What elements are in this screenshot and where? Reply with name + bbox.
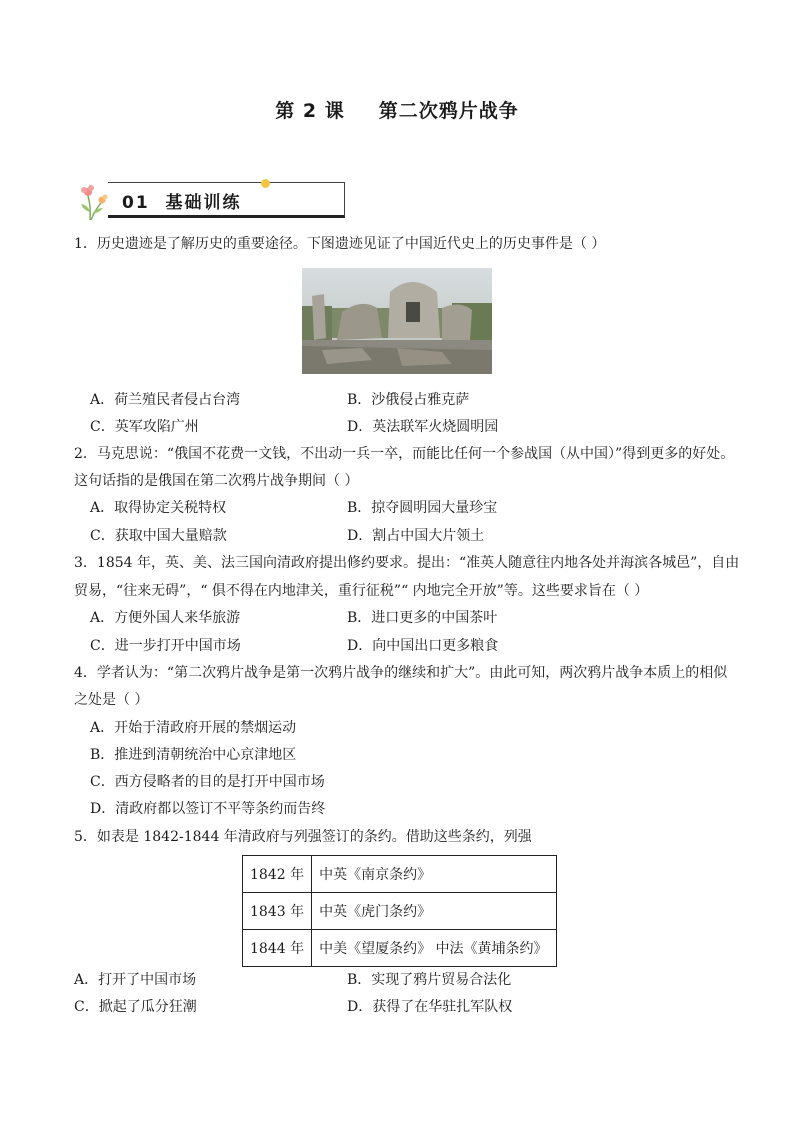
- q4-option-b: B．推进到清朝统治中心京津地区: [90, 747, 297, 763]
- table-row: [243, 893, 557, 930]
- q5-stem: 5．如表是 1842-1844 年清政府与列强签订的条约。借助这些条约，列强: [74, 829, 532, 845]
- section-header: [78, 178, 278, 222]
- q2-stem-line2: 这句话指的是俄国在第二次鸦片战争期间（ ）: [74, 473, 359, 489]
- table-cell-treaty: 中英《虎门条约》: [312, 893, 557, 930]
- table-cell-treaty: 中美《望厦条约》 中法《黄埔条约》: [312, 930, 557, 967]
- q3-stem-line2: 贸易，“往来无碍”，“ 俱不得在内地津关，重行征税”“ 内地完全开放”等。这些要求旨在（ ）: [74, 583, 649, 599]
- q1-option-c: C．英军攻陷广州: [90, 419, 199, 435]
- q3-option-a: A．方便外国人来华旅游: [90, 610, 241, 626]
- q4-stem-line2: 之处是（ ）: [74, 692, 149, 708]
- q3-stem-line1: 3．1854 年，英、美、法三国向清政府提出修约要求。提出：“准英人随意往内地各处并海滨各城邑”，自由: [74, 555, 740, 571]
- q5-option-b: B．实现了鸦片贸易合法化: [347, 972, 512, 988]
- table-cell-year: 1843 年: [243, 893, 312, 930]
- table-row: [243, 856, 557, 893]
- yuanmingyuan-ruins-image: [302, 268, 492, 374]
- flower-icon: [78, 182, 112, 222]
- q1-option-b: B．沙俄侵占雅克萨: [347, 392, 470, 408]
- treaty-table: [242, 855, 557, 967]
- q2-option-b: B．掠夺圆明园大量珍宝: [347, 500, 498, 516]
- q3-option-c: C．进一步打开中国市场: [90, 638, 241, 654]
- q3-option-b: B．进口更多的中国茶叶: [347, 610, 498, 626]
- decor-dot: [261, 179, 270, 188]
- q4-stem-line1: 4．学者认为：“第二次鸦片战争是第一次鸦片战争的继续和扩大”。由此可知，两次鸦片战争本质上的相似: [74, 665, 728, 681]
- q4-option-d: D．清政府都以签订不平等条约而告终: [90, 801, 326, 817]
- q1-option-a: A．荷兰殖民者侵占台湾: [90, 392, 241, 408]
- q2-option-d: D．割占中国大片领土: [347, 528, 485, 544]
- q5-option-a: A．打开了中国市场: [74, 972, 197, 988]
- q4-option-a: A．开始于清政府开展的禁烟运动: [90, 720, 297, 736]
- table-cell-treaty: 中英《南京条约》: [312, 856, 557, 893]
- section-title: 01 基础训练: [122, 193, 242, 213]
- lesson-number: 第 2 课: [275, 100, 345, 122]
- lesson-name: 第二次鸦片战争: [378, 100, 519, 122]
- q5-option-c: C．掀起了瓜分狂潮: [74, 999, 197, 1015]
- q4-option-c: C．西方侵略者的目的是打开中国市场: [90, 774, 325, 790]
- q2-stem-line1: 2．马克思说：“俄国不花费一文钱，不出动一兵一卒，而能比任何一个参战国（从中国）”得到更多的好处。: [74, 446, 735, 462]
- table-cell-year: 1842 年: [243, 856, 312, 893]
- page-title: [0, 96, 794, 123]
- q1-stem: 1．历史遗迹是了解历史的重要途径。下图遗迹见证了中国近代史上的历史事件是（ ）: [74, 236, 606, 252]
- q2-option-c: C．获取中国大量赔款: [90, 528, 227, 544]
- q5-option-d: D．获得了在华驻扎军队权: [347, 999, 513, 1015]
- q2-option-a: A．取得协定关税特权: [90, 500, 227, 516]
- q3-option-d: D．向中国出口更多粮食: [347, 638, 499, 654]
- q1-option-d: D．英法联军火烧圆明园: [347, 419, 499, 435]
- table-row: [243, 930, 557, 967]
- table-cell-year: 1844 年: [243, 930, 312, 967]
